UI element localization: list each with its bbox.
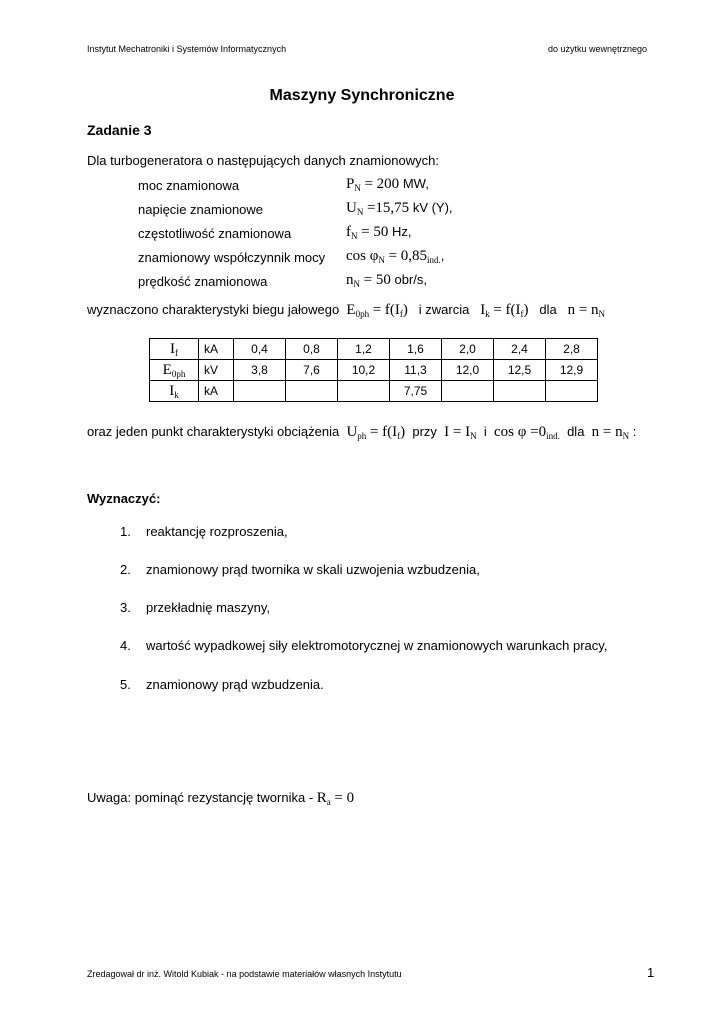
formula-short-symbol: I xyxy=(480,302,486,318)
load-text-4: dla xyxy=(567,424,585,439)
formula-resistance-sub: a xyxy=(326,797,331,807)
table-cell xyxy=(494,381,546,402)
row-symbol: I xyxy=(170,340,175,357)
table-cell: 2,0 xyxy=(442,339,494,360)
formula-speed: n = n xyxy=(567,302,599,318)
list-text: wartość wypadkowej siły elektromotorycznej w znamionowych warunkach pracy, xyxy=(146,638,608,653)
note-text: Uwaga: pominąć rezystancję twornika - xyxy=(87,790,314,805)
formula-speed-sub: N xyxy=(598,309,606,319)
spec-number: =15,75 xyxy=(366,200,410,216)
row-symbol-cell xyxy=(150,339,199,360)
formula-speed-load: n = n xyxy=(591,424,623,440)
spec-symbol: f xyxy=(346,224,351,240)
spec-unit: , xyxy=(440,248,445,263)
load-text-1: oraz jeden punkt charakterystyki obciążenia xyxy=(87,424,340,439)
spec-subscript: N xyxy=(356,207,364,217)
formula-resistance-rest: = 0 xyxy=(334,790,355,806)
formula-speed-load-sub: N xyxy=(622,431,630,441)
table-cell: 12,0 xyxy=(442,360,494,381)
spec-subscript: N xyxy=(351,231,358,241)
characteristics-table xyxy=(149,338,598,402)
spec-label-power-factor: znamionowy współczynnik mocy xyxy=(138,250,326,265)
list-item xyxy=(120,562,480,577)
char-text-3: dla xyxy=(539,302,557,317)
spec-number: = 50 xyxy=(361,224,389,240)
table-cell xyxy=(286,381,338,402)
formula-short-rest: = f(I xyxy=(493,302,521,318)
formula-short-sub2: f xyxy=(520,309,524,319)
formula-load-symbol: U xyxy=(346,424,358,440)
row-symbol-cell xyxy=(150,360,199,381)
row-symbol-sub: f xyxy=(175,347,178,358)
load-text-3: i xyxy=(483,424,487,439)
formula-short-sub: k xyxy=(485,309,490,319)
spec-subscript-ind: ind. xyxy=(427,255,441,265)
table-cell: 1,2 xyxy=(338,339,390,360)
formula-emf-symbol: E xyxy=(346,302,356,318)
spec-number: = 50 xyxy=(363,272,391,288)
note xyxy=(87,790,354,807)
table-cell: 12,9 xyxy=(546,360,598,381)
table-cell xyxy=(442,381,494,402)
table-cell: 2,4 xyxy=(494,339,546,360)
table-cell: 3,8 xyxy=(234,360,286,381)
spec-label-frequency: częstotliwość znamionowa xyxy=(138,226,292,241)
spec-unit: Hz, xyxy=(391,224,412,239)
row-unit: kA xyxy=(199,381,234,402)
list-number: 4. xyxy=(120,638,131,653)
formula-load-sub: ph xyxy=(357,431,367,441)
formula-cos: cos φ =0 xyxy=(493,424,547,440)
page-title: Maszyny Synchroniczne xyxy=(269,87,455,104)
page-number: 1 xyxy=(647,965,655,980)
table-cell: 11,3 xyxy=(390,360,442,381)
list-number: 1. xyxy=(120,524,131,539)
spec-symbol: cos φ xyxy=(346,248,379,264)
header-internal-use: do użytku wewnętrznego xyxy=(548,44,648,54)
list-item xyxy=(120,677,324,692)
formula-load-rest: = f(I xyxy=(369,424,398,440)
table-cell xyxy=(338,381,390,402)
list-text: reaktancję rozproszenia, xyxy=(146,524,288,539)
spec-symbol: U xyxy=(346,200,357,216)
char-text-2: i zwarcia xyxy=(418,302,470,317)
list-number: 2. xyxy=(120,562,131,577)
determine-heading: Wyznaczyć: xyxy=(87,491,161,506)
spec-subscript: N xyxy=(378,255,385,265)
list-text: znamionowy prąd twornika w skali uzwojenia wzbudzenia, xyxy=(146,562,480,577)
spec-unit: obr/s, xyxy=(394,272,427,287)
formula-emf-end: ) xyxy=(402,302,408,318)
formula-short-end: ) xyxy=(523,302,529,318)
spec-number: = 200 xyxy=(364,176,400,192)
spec-subscript: N xyxy=(354,183,361,193)
spec-subscript: N xyxy=(353,279,360,289)
row-symbol: E xyxy=(162,361,172,378)
spec-unit: MW, xyxy=(402,176,429,191)
table-row xyxy=(150,360,598,381)
list-item xyxy=(120,600,270,615)
spec-value-power-factor xyxy=(346,248,444,265)
task-heading: Zadanie 3 xyxy=(87,122,152,138)
formula-current-sub: N xyxy=(470,431,477,441)
table-cell: 2,8 xyxy=(546,339,598,360)
formula-emf-sub: 0ph xyxy=(355,309,370,319)
row-unit: kA xyxy=(199,339,234,360)
list-number: 5. xyxy=(120,677,131,692)
spec-symbol: P xyxy=(346,176,355,192)
load-text-5: : xyxy=(632,424,637,439)
table-cell: 10,2 xyxy=(338,360,390,381)
table-cell: 12,5 xyxy=(494,360,546,381)
table-row xyxy=(150,339,598,360)
spec-label-voltage: napięcie znamionowe xyxy=(138,202,264,217)
spec-value-frequency xyxy=(346,224,411,241)
table-cell xyxy=(546,381,598,402)
spec-value-power xyxy=(346,176,429,193)
row-unit: kV xyxy=(199,360,234,381)
spec-value-voltage xyxy=(346,200,453,217)
formula-emf-sub2: f xyxy=(399,309,403,319)
spec-label-power: moc znamionowa xyxy=(138,178,240,193)
footer-author: Zredagował dr inż. Witold Kubiak - na podstawie materiałów własnych Instytutu xyxy=(87,969,402,979)
list-text: znamionowy prąd wzbudzenia. xyxy=(146,677,324,692)
table-cell: 0,8 xyxy=(286,339,338,360)
formula-load-end: ) xyxy=(400,424,406,440)
spec-number: = 0,85 xyxy=(388,248,427,264)
list-number: 3. xyxy=(120,600,131,615)
spec-value-speed xyxy=(346,272,427,289)
spec-symbol: n xyxy=(346,272,354,288)
formula-load-sub2: f xyxy=(397,431,401,441)
formula-cos-sub: ind. xyxy=(546,431,560,441)
formula-current: I = I xyxy=(444,424,471,440)
char-text-1: wyznaczono charakterystyki biegu jałowego xyxy=(87,302,340,317)
spec-unit: kV (Y), xyxy=(412,200,453,215)
characteristics-sentence xyxy=(87,302,605,319)
table-cell: 7,6 xyxy=(286,360,338,381)
formula-emf-rest: = f(I xyxy=(372,302,400,318)
table-row xyxy=(150,381,598,402)
list-text: przekładnię maszyny, xyxy=(146,600,271,615)
list-item xyxy=(120,638,607,653)
row-symbol-sub: k xyxy=(174,389,179,400)
row-symbol: I xyxy=(169,382,175,399)
intro-text: Dla turbogeneratora o następujących danych znamionowych: xyxy=(87,153,439,168)
header-institute: Instytut Mechatroniki i Systemów Informatycznych xyxy=(87,44,287,54)
list-item xyxy=(120,524,288,539)
table-cell: 7,75 xyxy=(390,381,442,402)
load-text-2: przy xyxy=(412,424,437,439)
load-characteristic-sentence xyxy=(87,424,636,441)
table-cell xyxy=(234,381,286,402)
row-symbol-sub: 0ph xyxy=(171,368,186,379)
spec-label-speed: prędkość znamionowa xyxy=(138,274,268,289)
row-symbol-cell xyxy=(150,381,199,402)
table-cell: 1,6 xyxy=(390,339,442,360)
table-cell: 0,4 xyxy=(234,339,286,360)
formula-resistance: R xyxy=(316,790,327,806)
